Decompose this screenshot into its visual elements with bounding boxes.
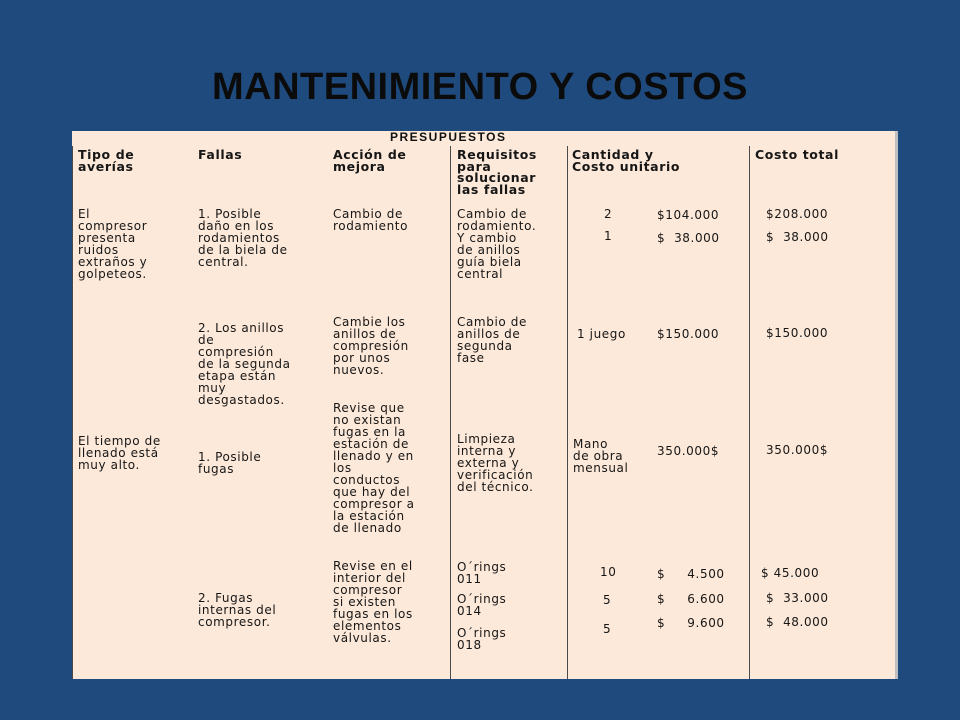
row3-fallas: 1. Posible fugas [198,450,262,476]
row1-tipo: El compresor presenta ruidos extraños y golpeteos. [78,207,148,281]
header-cantidad: Cantidad y Costo unitario [572,147,681,174]
row1-unitario-1: $104.000 [657,208,720,222]
budget-table [72,131,898,679]
row1-cantidad-2: 1 [604,229,613,243]
row3-accion: Revise que no existan fugas en la estación de llenado y en los conductos que hay del compresor a la estación de llenado [333,401,415,535]
row4-accion: Revise en el interior del compresor si existen fugas en los elementos válvulas. [333,559,413,645]
row4-cantidad-3: 5 [603,622,612,636]
row1-total-1: $208.000 [766,207,829,221]
header-fallas: Fallas [198,147,243,162]
row3-tipo: El tiempo de llenado está muy alto. [78,434,161,472]
row4-requisitos-1: O´rings 011 [457,560,507,586]
row4-unitario-3: $ 9.600 [657,616,725,630]
row4-total-3: $ 48.000 [766,615,829,629]
row4-cantidad-2: 5 [603,593,612,607]
row4-fallas: 2. Fugas internas del compresor. [198,591,277,629]
column-divider [72,146,73,679]
row1-cantidad-1: 2 [604,207,613,221]
row2-fallas: 2. Los anillos de compresión de la segunda etapa están muy desgastados. [198,321,291,407]
row4-total-2: $ 33.000 [766,591,829,605]
row2-accion: Cambie los anillos de compresión por unos nuevos. [333,315,409,377]
row2-total: $150.000 [766,326,829,340]
row3-total: 350.000$ [766,443,829,457]
row4-requisitos-3: O´rings 018 [457,626,507,652]
header-tipo: Tipo de averías [78,147,135,174]
header-accion: Acción de mejora [333,147,407,174]
row4-unitario-2: $ 6.600 [657,592,725,606]
header-total: Costo total [755,147,839,162]
column-divider [749,146,750,679]
row3-unitario: 350.000$ [657,444,720,458]
row1-total-2: $ 38.000 [766,230,829,244]
row2-requisitos: Cambio de anillos de segunda fase [457,315,527,365]
column-divider [567,146,568,679]
row1-fallas: 1. Posible daño en los rodamientos de la biela de central. [198,207,288,269]
slide-title: MANTENIMIENTO Y COSTOS [211,66,749,108]
row1-accion: Cambio de rodamiento [333,207,409,233]
row1-requisitos: Cambio de rodamiento. Y cambio de anillos guía biela central [457,207,537,281]
row4-cantidad-1: 10 [600,565,617,579]
row1-unitario-2: $ 38.000 [657,231,720,245]
row4-total-1: $ 45.000 [761,566,820,580]
row3-requisitos: Limpieza interna y externa y verificación del técnico. [457,432,534,494]
table-caption: PRESUPUESTOS [390,130,507,144]
column-divider [450,146,451,679]
row2-cantidad: 1 juego [577,327,626,341]
header-requisitos: Requisitos para solucionar las fallas [457,147,537,197]
row4-requisitos-2: O´rings 014 [457,592,507,618]
row4-unitario-1: $ 4.500 [657,567,725,581]
row2-unitario: $150.000 [657,327,720,341]
row3-cantidad: Mano de obra mensual [573,437,629,475]
